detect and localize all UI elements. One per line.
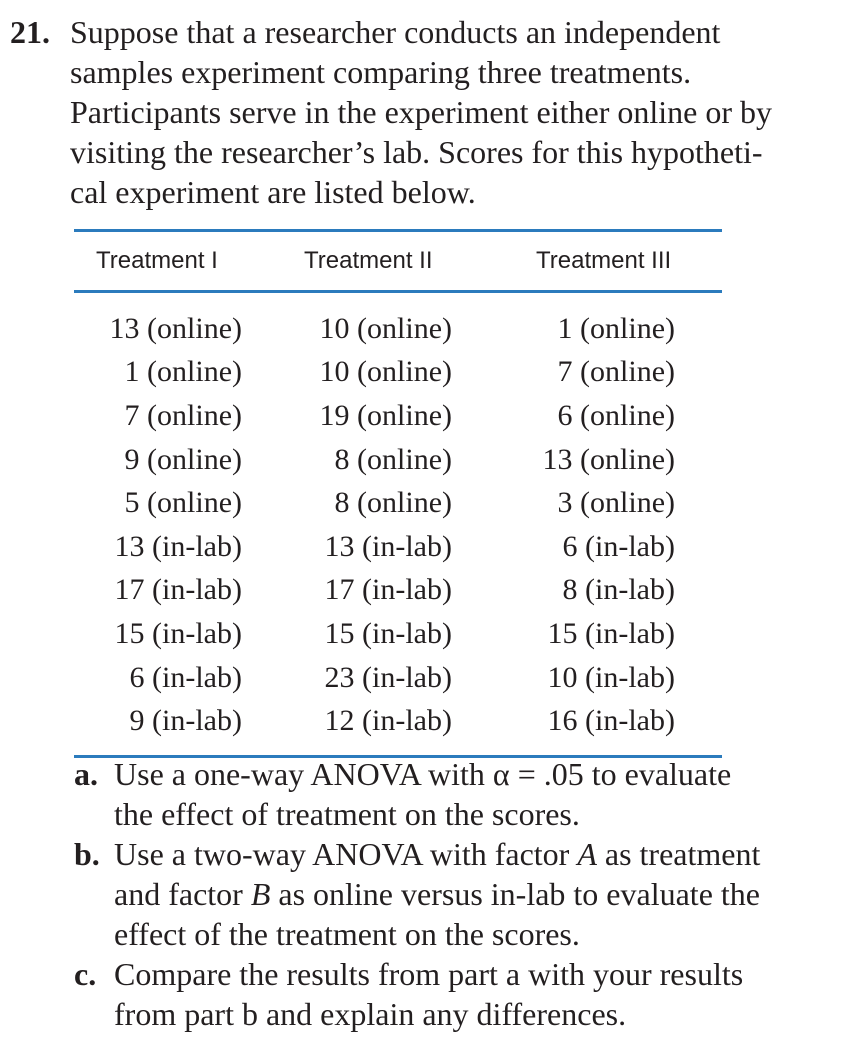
table-cell: 9 (in-lab) <box>129 704 242 738</box>
header-treatment-1: Treatment I <box>96 247 218 274</box>
table-cell: 10 (online) <box>319 355 452 389</box>
stem-line: Participants serve in the experiment either online or by <box>70 94 772 130</box>
table-cell: 10 (in-lab) <box>547 660 675 694</box>
table-cell: 6 (online) <box>557 398 675 432</box>
table-cell: 15 (in-lab) <box>324 616 452 650</box>
part-b-line: effect of the treatment on the scores. <box>114 916 580 952</box>
table-row <box>74 525 722 569</box>
table-row <box>74 569 722 613</box>
table-cell: 6 (in-lab) <box>129 660 242 694</box>
table-cell: 13 (in-lab) <box>324 529 452 563</box>
table-row <box>74 394 722 438</box>
table-cell: 15 (in-lab) <box>547 616 675 650</box>
part-b <box>74 834 844 954</box>
table-cell: 13 (in-lab) <box>114 529 242 563</box>
part-b-line <box>114 874 844 914</box>
table-cell: 15 (in-lab) <box>114 616 242 650</box>
part-c-line: Compare the results from part a with your results <box>114 956 744 992</box>
table-cell: 7 (online) <box>557 355 675 389</box>
table-cell: 6 (in-lab) <box>562 529 675 563</box>
table-cell: 5 (online) <box>124 486 242 520</box>
stem-line: Suppose that a researcher conducts an independent <box>70 14 721 50</box>
table-cell: 1 (online) <box>124 355 242 389</box>
part-b-label: b. <box>74 836 100 872</box>
table-cell: 23 (in-lab) <box>324 660 452 694</box>
part-b-text: Use a two-way ANOVA with factor <box>114 836 578 872</box>
table-row <box>74 656 722 700</box>
factor-a-variable: A <box>577 836 597 872</box>
header-treatment-3: Treatment III <box>536 247 672 274</box>
table-row <box>74 699 722 743</box>
part-b-text: as online versus in-lab to evaluate the <box>270 876 760 912</box>
table-cell: 8 (online) <box>334 486 452 520</box>
question-number: 21. <box>10 14 50 50</box>
table-row <box>74 307 722 351</box>
part-a-line: the effect of treatment on the scores. <box>114 796 580 832</box>
part-a-line: Use a one-way ANOVA with α = .05 to evaluate <box>114 756 732 792</box>
table-cell: 13 (online) <box>542 442 675 476</box>
table-cell: 19 (online) <box>319 398 452 432</box>
table-cell: 10 (online) <box>319 311 452 345</box>
header-treatment-2: Treatment II <box>304 247 433 274</box>
part-b-text: as treatment <box>596 836 761 872</box>
part-a-label: a. <box>74 756 98 792</box>
table-cell: 13 (online) <box>109 311 242 345</box>
table-cell: 7 (online) <box>124 398 242 432</box>
part-c-line: from part b and explain any differences. <box>114 996 627 1032</box>
part-c-label: c. <box>74 956 97 992</box>
question-parts <box>74 754 844 1034</box>
stem-line: visiting the researcher’s lab. Scores for this hypotheti- <box>70 134 763 170</box>
table-cell: 17 (in-lab) <box>324 573 452 607</box>
scores-table <box>74 229 722 758</box>
table-cell: 16 (in-lab) <box>547 704 675 738</box>
table-cell: 8 (online) <box>334 442 452 476</box>
table-cell: 9 (online) <box>124 442 242 476</box>
table-cell: 12 (in-lab) <box>324 704 452 738</box>
table-row <box>74 612 722 656</box>
table-row <box>74 351 722 395</box>
table-row <box>74 438 722 482</box>
table-header <box>74 232 722 290</box>
table-cell: 17 (in-lab) <box>114 573 242 607</box>
part-b-text: and factor <box>114 876 251 912</box>
part-c <box>74 954 844 1034</box>
table-body <box>74 293 722 755</box>
factor-b-variable: B <box>250 876 271 912</box>
part-b-line <box>114 834 844 874</box>
stem-line: cal experiment are listed below. <box>70 174 476 210</box>
table-cell: 3 (online) <box>557 486 675 520</box>
table-row <box>74 481 722 525</box>
stem-line: samples experiment comparing three treatments. <box>70 54 692 90</box>
part-a <box>74 754 844 834</box>
table-cell: 1 (online) <box>557 311 675 345</box>
question-stem <box>70 12 840 212</box>
table-cell: 8 (in-lab) <box>562 573 675 607</box>
